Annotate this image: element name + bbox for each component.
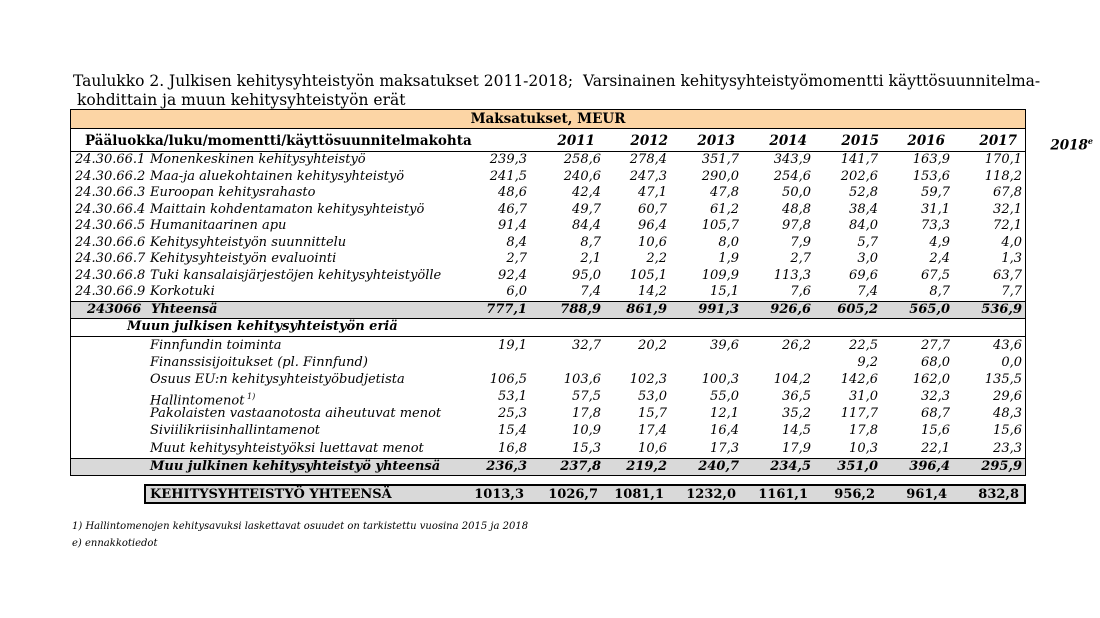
grand-total-label: KEHITYSYHTEISTYÖ YHTEENSÄ bbox=[150, 487, 392, 502]
row-value-2015: 343,9 bbox=[773, 152, 811, 167]
row-label: Kehitysyhteistyön evaluointi bbox=[150, 251, 337, 266]
total-other-row bbox=[71, 458, 1025, 476]
row-code: 24.30.66.9 bbox=[75, 284, 146, 299]
row-value-2014: 100,3 bbox=[701, 371, 739, 387]
table-band-header: Maksatukset, MEUR bbox=[71, 109, 1025, 129]
row-value-2012: 84,4 bbox=[572, 218, 601, 233]
row-value-2012: 15,3 bbox=[572, 440, 601, 456]
row-value-2016: 31,0 bbox=[849, 389, 878, 405]
row-value-2014: 105,7 bbox=[701, 218, 739, 233]
row-label bbox=[150, 406, 441, 423]
row-label: Korkotuki bbox=[150, 284, 215, 299]
grand-total-value-2011: 1013,3 bbox=[474, 487, 524, 502]
row-value-2013: 96,4 bbox=[638, 218, 667, 233]
row-value-2011: 6,0 bbox=[506, 284, 527, 299]
row-value-2012: 95,0 bbox=[572, 267, 601, 283]
table-row bbox=[71, 202, 1025, 219]
table-title bbox=[73, 72, 1040, 110]
grand-total-value-2014: 1232,0 bbox=[686, 487, 736, 502]
row-code: 24.30.66.5 bbox=[75, 218, 146, 233]
row-value-2013: 60,7 bbox=[638, 201, 667, 217]
row-value-2014: 109,9 bbox=[701, 267, 739, 283]
row-value-2013: 247,3 bbox=[629, 168, 667, 184]
footnote-1: 1) Hallintomenojen kehitysavuksi laskettavat osuudet on tarkistettu vuosina 2015 ja 2018 bbox=[72, 521, 529, 532]
row-value-2016: 3,0 bbox=[857, 251, 878, 266]
row-value-2015: 97,8 bbox=[782, 218, 811, 233]
row-value-2012: 7,4 bbox=[580, 284, 601, 299]
row-label-text: Pakolaisten vastaanotosta aiheutuvat menot bbox=[150, 406, 442, 422]
total-other-value-2013: 219,2 bbox=[626, 458, 667, 474]
row-value-2018: 7,7 bbox=[1001, 284, 1022, 299]
row-value-2014: 47,8 bbox=[710, 185, 739, 200]
row-value-2018: 4,0 bbox=[1001, 234, 1022, 250]
row-value-2017: 8,7 bbox=[929, 284, 950, 299]
table-row bbox=[71, 185, 1025, 202]
row-value-2016: 52,8 bbox=[849, 185, 878, 200]
row-value-2018: 0,0 bbox=[1001, 354, 1022, 370]
total-label: Yhteensä bbox=[151, 301, 218, 317]
row-code: 24.30.66.8 bbox=[75, 267, 146, 283]
row-value-2011: 241,5 bbox=[489, 168, 527, 184]
row-value-2011: 48,6 bbox=[498, 185, 527, 200]
row-value-2017: 68,0 bbox=[921, 354, 950, 370]
row-label-text: Hallintomenot bbox=[150, 393, 245, 409]
row-value-2018: 1,3 bbox=[1001, 251, 1022, 266]
row-label: Maittain kohdentamaton kehitysyhteistyö bbox=[150, 201, 425, 217]
row-value-2013: 278,4 bbox=[629, 152, 667, 167]
row-value-2013: 53,0 bbox=[638, 389, 667, 405]
row-value-2012: 57,5 bbox=[572, 389, 601, 405]
row-label: Maa-ja aluekohtainen kehitysyhteistyö bbox=[150, 168, 405, 184]
row-value-2013: 102,3 bbox=[629, 371, 667, 387]
year-header-2012: 2012 bbox=[630, 133, 668, 149]
row-label: Euroopan kehitysrahasto bbox=[150, 185, 316, 200]
row-value-2015: 7,9 bbox=[790, 234, 811, 250]
row-value-2014: 1,9 bbox=[718, 251, 739, 266]
row-value-2013: 105,1 bbox=[629, 267, 667, 283]
row-header-label: Pääluokka/luku/momentti/käyttösuunnitelmakohta bbox=[85, 133, 472, 149]
footnote-e: e) ennakkotiedot bbox=[72, 538, 158, 549]
grand-total-value-2012: 1026,7 bbox=[548, 487, 598, 502]
row-value-2014: 351,7 bbox=[701, 152, 739, 167]
total-other-label: Muu julkinen kehitysyhteistyö yhteensä bbox=[150, 458, 441, 474]
row-value-2014: 17,3 bbox=[710, 440, 739, 456]
table-row bbox=[71, 218, 1025, 235]
row-value-2016: 142,6 bbox=[840, 371, 878, 387]
row-value-2018: 170,1 bbox=[984, 152, 1022, 167]
row-label-text: Muut kehitysyhteistyöksi luettavat menot bbox=[150, 440, 424, 456]
table-row bbox=[71, 235, 1025, 252]
row-label: Humanitaarinen apu bbox=[150, 218, 287, 233]
table-row bbox=[71, 406, 1025, 423]
table-row bbox=[71, 268, 1025, 285]
row-value-2018: 118,2 bbox=[984, 168, 1022, 184]
column-header-row bbox=[71, 129, 1093, 154]
row-value-2017: 68,7 bbox=[921, 406, 950, 422]
row-value-2018: 23,3 bbox=[993, 440, 1022, 456]
row-value-2017: 59,7 bbox=[921, 185, 950, 200]
row-label bbox=[150, 355, 368, 372]
sub-heading-row bbox=[71, 319, 1025, 337]
row-label: Tuki kansalaisjärjestöjen kehitysyhteistyölle bbox=[150, 267, 442, 283]
table-row bbox=[71, 372, 1025, 389]
total-other-value-2018: 295,9 bbox=[981, 458, 1022, 474]
main-rows bbox=[71, 152, 1025, 301]
row-value-2015: 35,2 bbox=[782, 406, 811, 422]
year-header-2011: 2011 bbox=[557, 133, 595, 149]
row-value-2013: 15,7 bbox=[638, 406, 667, 422]
grand-total-row bbox=[144, 484, 1026, 504]
year-header-2015: 2015 bbox=[841, 133, 879, 149]
row-value-2017: 2,4 bbox=[929, 251, 950, 266]
row-value-2016: 17,8 bbox=[849, 423, 878, 439]
table-row bbox=[71, 251, 1025, 268]
row-value-2013: 47,1 bbox=[638, 185, 667, 200]
year-header-2018: 2018e bbox=[1050, 136, 1093, 154]
row-value-2012: 10,9 bbox=[572, 423, 601, 439]
total-other-value-2014: 240,7 bbox=[698, 458, 739, 474]
row-value-2011: 8,4 bbox=[506, 234, 527, 250]
row-code: 24.30.66.7 bbox=[75, 251, 146, 266]
row-value-2016: 9,2 bbox=[857, 354, 878, 370]
row-label-text: Finanssisijoitukset (pl. Finnfund) bbox=[150, 354, 368, 370]
row-value-2016: 38,4 bbox=[849, 201, 878, 217]
grand-total-value-2018: 832,8 bbox=[978, 487, 1019, 502]
total-other-value-2017: 396,4 bbox=[909, 458, 950, 474]
grand-total-value-2013: 1081,1 bbox=[614, 487, 664, 502]
total-other-value-2016: 351,0 bbox=[837, 458, 878, 474]
row-value-2011: 91,4 bbox=[498, 218, 527, 233]
row-value-2013: 10,6 bbox=[638, 234, 667, 250]
year-header-2013: 2013 bbox=[697, 133, 735, 149]
row-label bbox=[150, 441, 424, 458]
row-value-2018: 29,6 bbox=[993, 389, 1022, 405]
row-value-2014: 39,6 bbox=[710, 337, 739, 353]
total-value-2015: 926,6 bbox=[770, 301, 811, 317]
table-row bbox=[71, 169, 1025, 186]
row-code: 24.30.66.6 bbox=[75, 234, 146, 250]
total-other-value-2015: 234,5 bbox=[770, 458, 811, 474]
row-value-2017: 67,5 bbox=[921, 267, 950, 283]
total-value-2014: 991,3 bbox=[698, 301, 739, 317]
row-value-2017: 153,6 bbox=[912, 168, 950, 184]
row-value-2018: 135,5 bbox=[984, 371, 1022, 387]
row-value-2016: 5,7 bbox=[857, 234, 878, 250]
row-value-2014: 290,0 bbox=[701, 168, 739, 184]
row-value-2015: 7,6 bbox=[790, 284, 811, 299]
row-value-2017: 22,1 bbox=[921, 440, 950, 456]
row-value-2014: 55,0 bbox=[710, 389, 739, 405]
row-label-text: Siviilikriisinhallintamenot bbox=[150, 423, 321, 439]
row-value-2018: 72,1 bbox=[993, 218, 1022, 233]
row-value-2012: 258,6 bbox=[563, 152, 601, 167]
row-value-2012: 240,6 bbox=[563, 168, 601, 184]
table-row bbox=[71, 338, 1025, 355]
row-value-2016: 22,5 bbox=[849, 337, 878, 353]
row-value-2011: 46,7 bbox=[498, 201, 527, 217]
row-value-2011: 2,7 bbox=[506, 251, 527, 266]
total-value-2018: 536,9 bbox=[981, 301, 1022, 317]
row-value-2016: 10,3 bbox=[849, 440, 878, 456]
total-value-2016: 605,2 bbox=[837, 301, 878, 317]
title-line-2: kohdittain ja muun kehitysyhteistyön erät bbox=[77, 91, 406, 109]
row-value-2011: 53,1 bbox=[498, 389, 527, 405]
row-value-2013: 20,2 bbox=[638, 337, 667, 353]
row-value-2017: 27,7 bbox=[921, 337, 950, 353]
row-value-2011: 239,3 bbox=[489, 152, 527, 167]
total-main-row bbox=[71, 301, 1025, 319]
row-value-2015: 17,9 bbox=[782, 440, 811, 456]
row-value-2012: 32,7 bbox=[572, 337, 601, 353]
row-label-text: Osuus EU:n kehitysyhteistyöbudjetista bbox=[150, 371, 405, 387]
total-code: 243066 bbox=[87, 301, 142, 317]
row-value-2011: 19,1 bbox=[498, 337, 527, 353]
year-header-2014: 2014 bbox=[769, 133, 807, 149]
row-value-2014: 12,1 bbox=[710, 406, 739, 422]
table-row bbox=[71, 355, 1025, 372]
table-row bbox=[71, 152, 1025, 169]
row-value-2011: 16,8 bbox=[498, 440, 527, 456]
row-value-2011: 106,5 bbox=[489, 371, 527, 387]
row-value-2018: 15,6 bbox=[993, 423, 1022, 439]
row-value-2012: 17,8 bbox=[572, 406, 601, 422]
total-other-value-2012: 237,8 bbox=[560, 458, 601, 474]
row-label: Kehitysyhteistyön suunnittelu bbox=[150, 234, 347, 250]
row-value-2013: 2,2 bbox=[646, 251, 667, 266]
title-line-1: Taulukko 2. Julkisen kehitysyhteistyön maksatukset 2011-2018; Varsinainen kehitysyhteistyömomentti käyttösuunnitelma- bbox=[73, 72, 1041, 90]
row-label-text: Finnfundin toiminta bbox=[150, 337, 282, 353]
total-value-2012: 788,9 bbox=[560, 301, 601, 317]
row-code: 24.30.66.3 bbox=[75, 185, 146, 200]
grand-total-value-2015: 1161,1 bbox=[758, 487, 808, 502]
row-value-2015: 104,2 bbox=[773, 371, 811, 387]
year-header-2016: 2016 bbox=[907, 133, 945, 149]
row-label bbox=[150, 423, 320, 440]
year-header-2017: 2017 bbox=[979, 133, 1017, 149]
row-label: Monenkeskinen kehitysyhteistyö bbox=[150, 152, 366, 167]
row-value-2015: 14,5 bbox=[782, 423, 811, 439]
row-value-2015: 36,5 bbox=[782, 389, 811, 405]
row-code: 24.30.66.1 bbox=[75, 152, 146, 167]
table-row bbox=[71, 389, 1025, 409]
row-value-2016: 141,7 bbox=[840, 152, 878, 167]
row-value-2018: 67,8 bbox=[993, 185, 1022, 200]
row-code: 24.30.66.2 bbox=[75, 168, 146, 184]
row-value-2014: 61,2 bbox=[710, 201, 739, 217]
row-value-2018: 32,1 bbox=[993, 201, 1022, 217]
row-value-2015: 2,7 bbox=[790, 251, 811, 266]
row-value-2015: 48,8 bbox=[782, 201, 811, 217]
total-value-2017: 565,0 bbox=[909, 301, 950, 317]
sub-heading: Muun julkisen kehitysyhteistyön eriä bbox=[127, 318, 398, 334]
table-row bbox=[71, 284, 1025, 301]
row-value-2016: 69,6 bbox=[849, 267, 878, 283]
row-value-2016: 117,7 bbox=[840, 406, 878, 422]
row-value-2014: 8,0 bbox=[718, 234, 739, 250]
row-value-2016: 202,6 bbox=[840, 168, 878, 184]
row-label bbox=[150, 372, 405, 389]
other-rows bbox=[71, 337, 1025, 458]
row-value-2016: 7,4 bbox=[857, 284, 878, 299]
row-value-2012: 49,7 bbox=[572, 201, 601, 217]
total-value-2011: 777,1 bbox=[486, 301, 527, 317]
row-value-2011: 92,4 bbox=[498, 267, 527, 283]
row-value-2015: 254,6 bbox=[773, 168, 811, 184]
row-label bbox=[150, 338, 282, 355]
row-value-2012: 103,6 bbox=[563, 371, 601, 387]
row-value-2017: 73,3 bbox=[921, 218, 950, 233]
row-value-2011: 25,3 bbox=[498, 406, 527, 422]
row-value-2013: 17,4 bbox=[638, 423, 667, 439]
row-value-2017: 32,3 bbox=[921, 389, 950, 405]
row-value-2012: 42,4 bbox=[572, 185, 601, 200]
table-row bbox=[71, 423, 1025, 440]
row-value-2017: 31,1 bbox=[921, 201, 950, 217]
row-value-2017: 163,9 bbox=[912, 152, 950, 167]
row-value-2015: 113,3 bbox=[773, 267, 811, 283]
row-value-2013: 14,2 bbox=[638, 284, 667, 299]
row-value-2018: 63,7 bbox=[993, 267, 1022, 283]
footnote-marker: 1) bbox=[244, 392, 256, 402]
row-value-2018: 43,6 bbox=[993, 337, 1022, 353]
grand-total-value-2016: 956,2 bbox=[834, 487, 875, 502]
row-value-2011: 15,4 bbox=[498, 423, 527, 439]
table-row bbox=[71, 441, 1025, 458]
row-value-2015: 50,0 bbox=[782, 185, 811, 200]
total-value-2013: 861,9 bbox=[626, 301, 667, 317]
row-value-2017: 162,0 bbox=[912, 371, 950, 387]
grand-total-value-2017: 961,4 bbox=[906, 487, 947, 502]
row-value-2013: 10,6 bbox=[638, 440, 667, 456]
data-table bbox=[70, 109, 1093, 476]
row-value-2012: 8,7 bbox=[580, 234, 601, 250]
total-other-value-2011: 236,3 bbox=[486, 458, 527, 474]
row-value-2016: 84,0 bbox=[849, 218, 878, 233]
row-value-2018: 48,3 bbox=[993, 406, 1022, 422]
row-value-2015: 26,2 bbox=[782, 337, 811, 353]
row-code: 24.30.66.4 bbox=[75, 201, 146, 217]
row-value-2017: 15,6 bbox=[921, 423, 950, 439]
row-value-2014: 16,4 bbox=[710, 423, 739, 439]
row-value-2014: 15,1 bbox=[710, 284, 739, 299]
row-value-2017: 4,9 bbox=[929, 234, 950, 250]
row-value-2012: 2,1 bbox=[580, 251, 601, 266]
